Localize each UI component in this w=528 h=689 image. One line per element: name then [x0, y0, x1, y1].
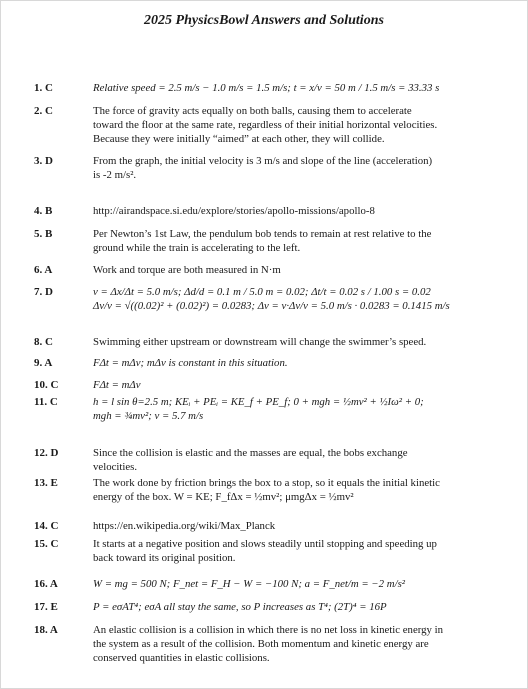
page-title: 2025 PhysicsBowl Answers and Solutions: [144, 13, 384, 28]
answer-explanation: [93, 395, 513, 423]
explanation-line: back toward its original position.: [93, 552, 236, 564]
answer-number: 12. D: [34, 447, 59, 459]
answer-number: 7. D: [34, 286, 53, 298]
explanation-line: velocities.: [93, 461, 138, 473]
explanation-line: P = eσAT⁴; eσA all stay the same, so P increases as T⁴; (2T)⁴ = 16P: [93, 601, 387, 613]
explanation-line: An elastic collision is a collision in which there is no net loss in kinetic energy in: [93, 624, 444, 636]
explanation-line: Since the collision is elastic and the masses are equal, the bobs exchange: [93, 447, 408, 459]
answer-number: 1. C: [34, 82, 53, 94]
explanation-line: http://airandspace.si.edu/explore/stories/apollo-missions/apollo-8: [93, 205, 375, 217]
answer-explanation: [93, 378, 513, 392]
explanation-line: ground while the train is accelerating to the left.: [93, 242, 301, 254]
explanation-line: Because they were initially “aimed” at each other, they will collide.: [93, 133, 385, 145]
explanation-line: FΔt = mΔv; mΔv is constant in this situation.: [93, 357, 288, 369]
answer-number: 18. A: [34, 624, 58, 636]
explanation-line: W = mg = 500 N; F_net = F_H − W = −100 N; a = F_net/m = −2 m/s²: [93, 578, 406, 590]
answer-number: 17. E: [34, 601, 58, 613]
explanation-line: Work and torque are both measured in N·m: [93, 264, 281, 276]
explanation-line: https://en.wikipedia.org/wiki/Max_Planck: [93, 520, 276, 532]
answer-explanation: [93, 600, 513, 614]
answer-explanation: [93, 519, 513, 533]
answer-explanation: [93, 263, 513, 277]
answer-explanation: [93, 154, 513, 182]
answer-explanation: [93, 537, 513, 565]
answer-number: 3. D: [34, 155, 53, 167]
answer-explanation: [93, 285, 513, 313]
explanation-line: the system as a result of the collision. Both momentum and kinetic energy are: [93, 638, 429, 650]
answer-explanation: [93, 356, 513, 370]
answer-explanation: [93, 476, 513, 504]
explanation-line: v = Δx/Δt = 5.0 m/s; Δd/d = 0.1 m / 5.0 m = 0.02; Δt/t = 0.02 s / 1.00 s = 0.02: [93, 286, 431, 298]
answer-number: 10. C: [34, 379, 59, 391]
answer-explanation: [93, 577, 513, 591]
answer-number: 9. A: [34, 357, 53, 369]
explanation-line: Δv/v = √((0.02)² + (0.02)²) = 0.0283; Δv = v·Δv/v = 5.0 m/s · 0.0283 = 0.1415 m/s: [93, 300, 450, 312]
explanation-line: The work done by friction brings the box to a stop, so it equals the initial kinetic: [93, 477, 440, 489]
explanation-line: FΔt = mΔv: [93, 379, 141, 391]
explanation-line: The force of gravity acts equally on both balls, causing them to accelerate: [93, 105, 412, 117]
answer-number: 8. C: [34, 336, 53, 348]
explanation-line: toward the floor at the same rate, regardless of their initial horizontal velocities.: [93, 119, 438, 131]
explanation-line: Per Newton’s 1st Law, the pendulum bob tends to remain at rest relative to the: [93, 228, 432, 240]
answer-explanation: [93, 335, 513, 349]
answer-number: 15. C: [34, 538, 59, 550]
answer-explanation: [93, 104, 513, 146]
answer-explanation: [93, 623, 513, 665]
explanation-line: is -2 m/s².: [93, 169, 137, 181]
answer-explanation: [93, 227, 513, 255]
answer-number: 14. C: [34, 520, 59, 532]
explanation-line: mgh = ¾mv²; v = 5.7 m/s: [93, 410, 204, 422]
answer-number: 11. C: [34, 396, 58, 408]
answer-explanation: [93, 204, 513, 218]
explanation-line: It starts at a negative position and slows steadily until stopping and speeding up: [93, 538, 437, 550]
explanation-line: h = l sin θ=2.5 m; KEᵢ + PEᵢ = KE_f + PE_f; 0 + mgh = ½mv² + ½Iω² + 0;: [93, 396, 424, 408]
answer-number: 6. A: [34, 264, 53, 276]
answer-number: 16. A: [34, 578, 58, 590]
explanation-line: Relative speed = 2.5 m/s − 1.0 m/s = 1.5 m/s; t = x/v = 50 m / 1.5 m/s = 33.33 s: [93, 82, 440, 94]
explanation-line: conserved quantities in elastic collisions.: [93, 652, 270, 664]
explanation-line: energy of the box. W = KE; F_fΔx = ½mv²; μmgΔx = ½mv²: [93, 491, 354, 503]
answer-number: 2. C: [34, 105, 53, 117]
answer-explanation: [93, 81, 513, 95]
answer-number: 5. B: [34, 228, 53, 240]
answer-explanation: [93, 446, 513, 474]
explanation-line: From the graph, the initial velocity is 3 m/s and slope of the line (acceleration): [93, 155, 433, 167]
answer-number: 13. E: [34, 477, 58, 489]
answer-number: 4. B: [34, 205, 53, 217]
explanation-line: Swimming either upstream or downstream will change the swimmer’s speed.: [93, 336, 427, 348]
